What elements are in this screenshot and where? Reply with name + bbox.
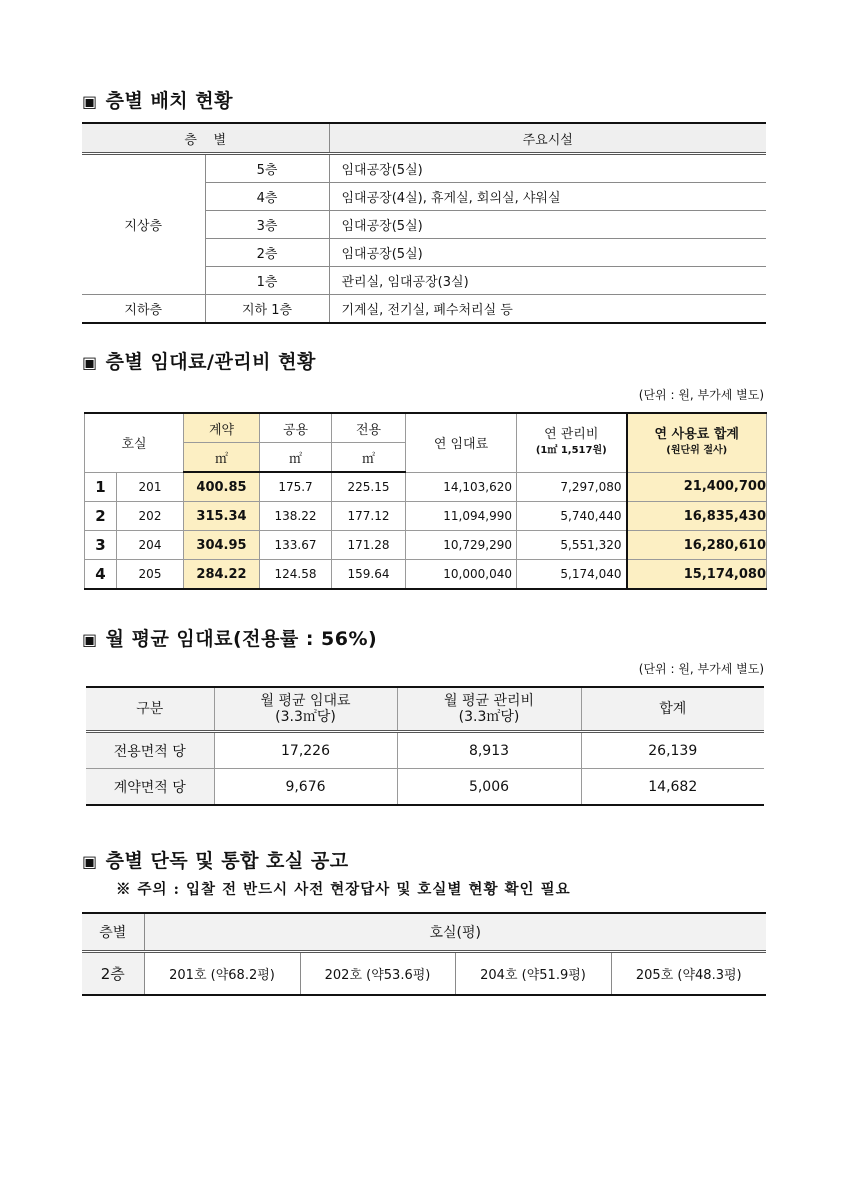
common-area-cell: 124.58 <box>260 560 332 590</box>
header-annual-mgmt <box>517 413 627 472</box>
annual-total-cell: 16,835,430 <box>627 502 767 531</box>
table-row <box>86 732 764 769</box>
square-bullet-icon: ▣ <box>82 630 98 649</box>
caution-notice: ※ 주의 : 입찰 전 반드시 사전 현장답사 및 호실별 현황 확인 필요 <box>116 881 571 898</box>
room-cell: 201 <box>117 472 184 502</box>
basement-label: 지하층 <box>82 295 205 324</box>
row-label: 전용면적 당 <box>86 732 214 769</box>
header-annual-mgmt-sub: (1㎡ 1,517원) <box>535 444 607 456</box>
table-row <box>85 560 767 590</box>
monthly-average-table <box>86 686 764 806</box>
common-area-cell: 133.67 <box>260 531 332 560</box>
room-cell: 205호 (약48.3평) <box>611 952 766 996</box>
row-label: 계약면적 당 <box>86 769 214 806</box>
floor-layout-table <box>82 122 766 324</box>
room-cell: 202호 (약53.6평) <box>300 952 455 996</box>
facilities-cell: 임대공장(5실) <box>329 211 766 239</box>
table-header-row <box>82 913 766 952</box>
contract-area-cell: 400.85 <box>184 472 260 502</box>
contract-area-cell: 284.22 <box>184 560 260 590</box>
annual-mgmt-cell: 5,551,320 <box>517 531 627 560</box>
contract-area-cell: 304.95 <box>184 531 260 560</box>
annual-mgmt-cell: 7,297,080 <box>517 472 627 502</box>
unit-sqm: ㎡ <box>332 443 406 473</box>
section-title: 층별 임대료/관리비 현황 <box>105 351 316 373</box>
floor-cell: 4층 <box>205 183 329 211</box>
table-header-row <box>82 123 766 154</box>
row-index: 2 <box>85 502 117 531</box>
header-annual-rent: 연 임대료 <box>406 413 517 472</box>
header-floor: 층별 <box>82 913 144 952</box>
exclusive-area-cell: 177.12 <box>332 502 406 531</box>
header-monthly-rent <box>214 687 397 732</box>
facilities-cell: 관리실, 임대공장(3실) <box>329 267 766 295</box>
room-cell: 202 <box>117 502 184 531</box>
header-room: 호실 <box>85 413 184 472</box>
header-exclusive: 전용 <box>332 413 406 443</box>
row-index: 4 <box>85 560 117 590</box>
square-bullet-icon: ▣ <box>82 92 98 111</box>
annual-rent-cell: 11,094,990 <box>406 502 517 531</box>
section-title: 층별 배치 현황 <box>105 90 233 112</box>
annual-rent-cell: 14,103,620 <box>406 472 517 502</box>
floor-cell: 3층 <box>205 211 329 239</box>
common-area-cell: 175.7 <box>260 472 332 502</box>
header-annual-total-sub: (원단위 절사) <box>666 444 728 456</box>
section-title: 월 평균 임대료(전용률 : 56%) <box>105 628 378 650</box>
facilities-cell: 임대공장(5실) <box>329 154 766 183</box>
floor-cell: 1층 <box>205 267 329 295</box>
header-monthly-mgmt <box>397 687 581 732</box>
header-total: 합계 <box>581 687 764 732</box>
header-facilities: 주요시설 <box>329 123 766 154</box>
monthly-rent-cell: 17,226 <box>214 732 397 769</box>
annual-total-cell: 15,174,080 <box>627 560 767 590</box>
exclusive-area-cell: 171.28 <box>332 531 406 560</box>
facilities-cell: 임대공장(5실) <box>329 239 766 267</box>
annual-rent-cell: 10,000,040 <box>406 560 517 590</box>
section-heading-rent-status <box>82 347 316 374</box>
section-heading-room-notice <box>82 846 349 873</box>
header-annual-mgmt-label: 연 관리비 <box>544 426 599 442</box>
header-monthly-rent-label: 월 평균 임대료 <box>260 693 351 709</box>
section-title: 층별 단독 및 통합 호실 공고 <box>105 850 349 872</box>
monthly-mgmt-cell: 8,913 <box>397 732 581 769</box>
room-cell: 204 <box>117 531 184 560</box>
unit-sqm: ㎡ <box>184 443 260 473</box>
floor-cell: 5층 <box>205 154 329 183</box>
header-contract: 계약 <box>184 413 260 443</box>
exclusive-area-cell: 159.64 <box>332 560 406 590</box>
common-area-cell: 138.22 <box>260 502 332 531</box>
header-monthly-mgmt-unit: (3.3㎡당) <box>458 709 520 725</box>
annual-rent-cell: 10,729,290 <box>406 531 517 560</box>
section-heading-floor-layout <box>82 86 233 113</box>
annual-mgmt-cell: 5,740,440 <box>517 502 627 531</box>
rent-status-table <box>84 412 767 590</box>
header-monthly-mgmt-label: 월 평균 관리비 <box>443 693 535 709</box>
room-cell: 204호 (약51.9평) <box>455 952 611 996</box>
floor-cell: 지하 1층 <box>205 295 329 324</box>
header-annual-total <box>627 413 767 472</box>
monthly-mgmt-cell: 5,006 <box>397 769 581 806</box>
room-notice-table <box>82 912 766 996</box>
room-cell: 201호 (약68.2평) <box>144 952 300 996</box>
unit-note: (단위 : 원, 부가세 별도) <box>638 388 764 402</box>
annual-mgmt-cell: 5,174,040 <box>517 560 627 590</box>
annual-total-cell: 16,280,610 <box>627 531 767 560</box>
floor-cell: 2층 <box>205 239 329 267</box>
header-annual-total-label: 연 사용료 합계 <box>654 426 739 442</box>
section-heading-monthly-average <box>82 624 377 651</box>
table-row <box>86 769 764 806</box>
header-floor: 층 별 <box>82 123 329 154</box>
unit-sqm: ㎡ <box>260 443 332 473</box>
table-row <box>82 952 766 996</box>
room-cell: 205 <box>117 560 184 590</box>
monthly-rent-cell: 9,676 <box>214 769 397 806</box>
table-row <box>82 295 766 324</box>
facilities-cell: 기계실, 전기실, 폐수처리실 등 <box>329 295 766 324</box>
monthly-total-cell: 26,139 <box>581 732 764 769</box>
header-rooms: 호실(평) <box>144 913 766 952</box>
header-common: 공용 <box>260 413 332 443</box>
floor-cell: 2층 <box>82 952 144 996</box>
monthly-total-cell: 14,682 <box>581 769 764 806</box>
table-row <box>85 531 767 560</box>
contract-area-cell: 315.34 <box>184 502 260 531</box>
table-row <box>85 502 767 531</box>
annual-total-cell: 21,400,700 <box>627 472 767 502</box>
square-bullet-icon: ▣ <box>82 852 98 871</box>
square-bullet-icon: ▣ <box>82 353 98 372</box>
unit-note: (단위 : 원, 부가세 별도) <box>638 662 764 676</box>
facilities-cell: 임대공장(4실), 휴게실, 회의실, 샤워실 <box>329 183 766 211</box>
exclusive-area-cell: 225.15 <box>332 472 406 502</box>
header-monthly-rent-unit: (3.3㎡당) <box>275 709 336 725</box>
row-index: 1 <box>85 472 117 502</box>
table-header-row <box>86 687 764 732</box>
above-ground-label: 지상층 <box>82 154 205 295</box>
table-row <box>85 472 767 502</box>
table-header-row <box>85 413 767 443</box>
row-index: 3 <box>85 531 117 560</box>
header-category: 구분 <box>86 687 214 732</box>
table-row <box>82 154 766 183</box>
